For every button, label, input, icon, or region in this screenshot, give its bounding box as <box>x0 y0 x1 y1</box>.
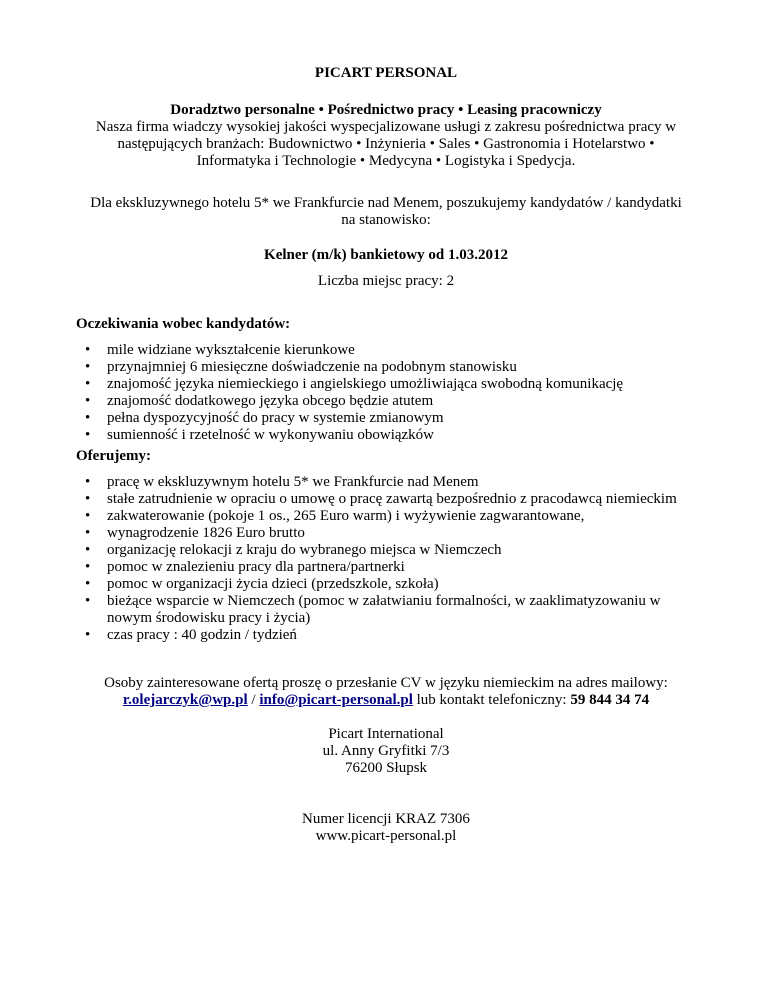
list-item-text: organizację relokacji z kraju do wybranego miejsca w Niemczech <box>107 542 502 558</box>
benefits-list <box>76 474 696 644</box>
list-item-text: pracę w ekskluzywnym hotelu 5* we Frankfurcie nad Menem <box>107 474 479 490</box>
list-item-text: czas pracy : 40 godzin / tydzień <box>107 627 297 643</box>
phone-prefix: lub kontakt telefoniczny: <box>412 692 571 708</box>
intro-line: Nasza firma wiadczy wysokiej jakości wyspecjalizowane usługi z zakresu pośrednictwa pracy w <box>95 119 677 135</box>
list-item-text: stałe zatrudnienie w opraciu o umowę o pracę zawartą bezpośrednio z pracodawcą niemieckim <box>107 491 677 507</box>
list-item-text: znajomość języka niemieckiego i angielskiego umożliwiająca swobodną komunikację <box>107 376 624 392</box>
list-item <box>76 376 696 393</box>
list-item-text: pomoc w organizacji życia dzieci (przedszkole, szkoła) <box>107 576 439 592</box>
list-item <box>76 508 696 525</box>
contact-details <box>76 692 696 709</box>
website-url: www.picart-personal.pl <box>315 828 457 844</box>
job-intro <box>76 195 696 229</box>
list-item-text: pomoc w znalezieniu pracy dla partnera/partnerki <box>107 559 405 575</box>
bullet-icon: • <box>85 508 91 524</box>
list-item-text: mile widziane wykształcenie kierunkowe <box>107 342 355 358</box>
job-seats-count: Liczba miejsc pracy: 2 <box>317 273 455 289</box>
list-item <box>76 542 696 559</box>
list-item <box>76 359 696 376</box>
list-item <box>76 474 696 491</box>
bullet-icon: • <box>85 342 91 358</box>
list-item-text: zakwaterowanie (pokoje 1 os., 265 Euro warm) i wyżywienie zagwarantowane, <box>107 508 585 524</box>
company-tagline: Doradztwo personalne • Pośrednictwo pracy • Leasing pracowniczy <box>170 102 602 118</box>
bullet-icon: • <box>85 474 91 490</box>
company-name: PICART PERSONAL <box>314 65 458 81</box>
intro-line: następujących branżach: Budownictwo • Inżynieria • Sales • Gastronomia i Hotelarstwo • <box>117 136 655 152</box>
bullet-icon: • <box>85 410 91 426</box>
list-item-text: pełna dyspozycyjność do pracy w systemie zmianowym <box>107 410 444 426</box>
list-item <box>76 559 696 576</box>
job-intro-line: na stanowisko: <box>341 212 431 228</box>
intro-line: Informatyka i Technologie • Medycyna • Logistyka i Spedycja. <box>196 153 576 169</box>
list-item <box>76 525 696 542</box>
list-item <box>76 393 696 410</box>
job-intro-line: Dla ekskluzywnego hotelu 5* we Frankfurcie nad Menem, poszukujemy kandydatów / kandydatki <box>90 195 682 211</box>
list-item <box>76 627 696 644</box>
company-address <box>76 726 696 777</box>
bullet-icon: • <box>85 576 91 592</box>
bullet-icon: • <box>85 376 91 392</box>
email-separator: / <box>247 692 260 708</box>
bullet-icon: • <box>85 393 91 409</box>
document-page <box>76 65 696 845</box>
list-item-text: sumienność i rzetelność w wykonywaniu obowiązków <box>107 427 435 443</box>
list-item <box>76 576 696 593</box>
requirements-list <box>76 342 696 444</box>
email-link-primary[interactable]: r.olejarczyk@wp.pl <box>122 692 248 708</box>
bullet-icon: • <box>85 542 91 558</box>
contact-line: Osoby zainteresowane ofertą proszę o przesłanie CV w języku niemieckim na adres mailowy: <box>104 675 668 691</box>
bullet-icon: • <box>85 359 91 375</box>
list-item <box>76 410 696 427</box>
contact-info <box>76 675 696 709</box>
bullet-icon: • <box>85 559 91 575</box>
bullet-icon: • <box>85 525 91 541</box>
list-item <box>76 342 696 359</box>
address-name: Picart International <box>328 726 444 742</box>
benefits-heading: Oferujemy: <box>76 448 151 464</box>
phone-number: 59 844 34 74 <box>570 692 650 708</box>
email-link-secondary[interactable]: info@picart-personal.pl <box>259 692 413 708</box>
license-number: Numer licencji KRAZ 7306 <box>302 811 470 827</box>
list-item-text: przynajmniej 6 miesięczne doświadczenie na podobnym stanowisku <box>107 359 517 375</box>
bullet-icon: • <box>85 627 91 643</box>
company-intro <box>76 119 696 170</box>
list-item-text: bieżące wsparcie w Niemczech (pomoc w załatwianiu formalności, w zaaklimatyzowaniu w nowym środowisku pracy i życia) <box>107 593 661 626</box>
list-item-text: znajomość dodatkowego języka obcego będzie atutem <box>107 393 434 409</box>
license-info <box>76 811 696 845</box>
list-item <box>76 427 696 444</box>
bullet-icon: • <box>85 427 91 443</box>
address-street: ul. Anny Gryfitki 7/3 <box>322 743 450 759</box>
list-item <box>76 593 696 627</box>
list-item-text: wynagrodzenie 1826 Euro brutto <box>107 525 305 541</box>
bullet-icon: • <box>85 593 91 609</box>
list-item <box>76 491 696 508</box>
job-position-title: Kelner (m/k) bankietowy od 1.03.2012 <box>264 247 508 263</box>
requirements-heading: Oczekiwania wobec kandydatów: <box>76 316 291 332</box>
bullet-icon: • <box>85 491 91 507</box>
address-city: 76200 Słupsk <box>344 760 428 776</box>
